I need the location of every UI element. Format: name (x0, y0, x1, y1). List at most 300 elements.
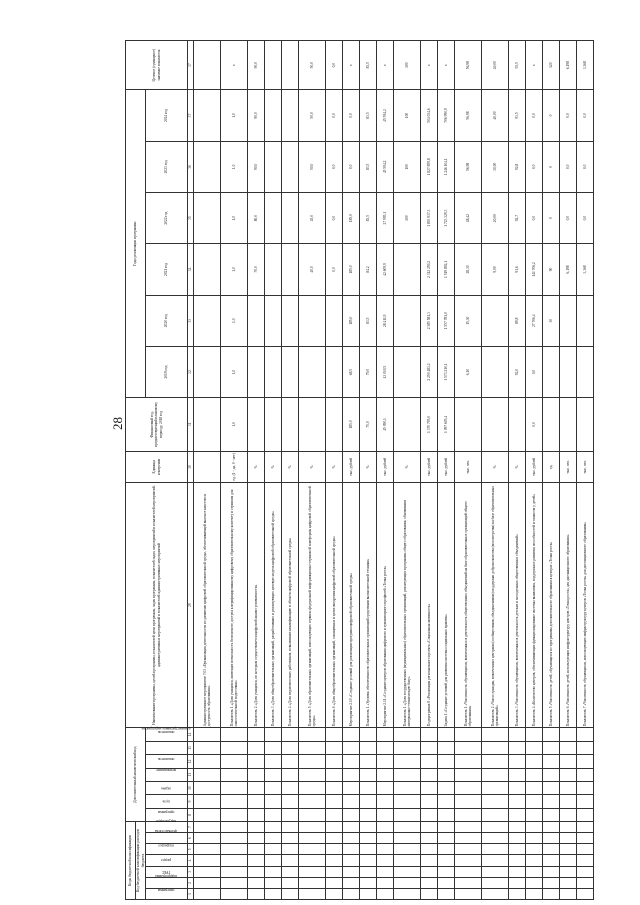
table-row (421, 41, 438, 900)
name-cell: Показатель 5 «Численность детей, обучающихся по программам дополнительного образования в центрах «Точка роста» (543, 482, 560, 727)
column-number: 30 (188, 451, 194, 482)
code-cell (221, 877, 248, 888)
header-code-col: раздел (146, 855, 188, 866)
target-value-cell: х (438, 41, 455, 90)
year-value-cell: 40,0 (299, 244, 326, 295)
column-number: 31 (188, 398, 194, 452)
year-value-cell: 84,2 (360, 244, 377, 295)
year-value-cell: 83,5 (360, 141, 377, 192)
unit-cell: % (248, 451, 265, 482)
code-cell (560, 866, 577, 877)
code-cell (421, 741, 438, 754)
code-cell (248, 741, 265, 754)
code-cell (509, 741, 526, 754)
code-cell (455, 866, 482, 877)
year-value-cell: 0,0 (577, 90, 594, 141)
code-cell (455, 877, 482, 888)
code-cell (282, 728, 299, 741)
column-number: 37 (188, 41, 194, 90)
code-cell (299, 855, 326, 866)
year-value-cell: 45 594,2 (377, 141, 394, 192)
column-number: 4 (188, 855, 194, 866)
code-cell (194, 781, 221, 794)
code-cell (438, 822, 455, 833)
code-cell (509, 833, 526, 844)
code-cell (509, 781, 526, 794)
code-cell (526, 808, 543, 821)
code-cell (394, 728, 421, 741)
year-value-cell: 0,0 (577, 141, 594, 192)
code-cell (221, 781, 248, 794)
unit-cell: тыс. рублей (343, 451, 360, 482)
table-row (299, 41, 326, 900)
code-cell (265, 781, 282, 794)
header-code-sub: Код бюджетной классификации расходов бюджета (136, 822, 146, 900)
column-number: 36 (188, 141, 194, 192)
year-value-cell (282, 90, 299, 141)
year-value-cell (326, 346, 343, 397)
code-cell (394, 822, 421, 833)
code-cell (438, 755, 455, 768)
target-value-cell (282, 41, 299, 90)
code-cell (526, 728, 543, 741)
year-value-cell (299, 295, 326, 346)
code-cell (377, 808, 394, 821)
code-cell (194, 768, 221, 781)
year-value-cell: 20,00 (482, 193, 509, 244)
code-cell (421, 888, 438, 899)
page-number: 28 (110, 417, 125, 430)
header-year-col: 2022 год (146, 193, 188, 244)
code-cell (421, 768, 438, 781)
table-row (221, 41, 248, 900)
code-cell (282, 741, 299, 754)
year-value-cell: 56,98 (455, 90, 482, 141)
code-cell (377, 795, 394, 808)
code-cell (265, 833, 282, 844)
code-cell (438, 728, 455, 741)
year-value-cell: 0,0 (526, 90, 543, 141)
year-value-cell (282, 346, 299, 397)
code-cell (560, 741, 577, 754)
name-cell: Подпрограмма 8 «Реализация регионального проекта «Социальная активность» (421, 482, 438, 727)
target-value-cell: х (526, 41, 543, 90)
code-cell (221, 855, 248, 866)
year-value-cell: 2 250 483,2 (421, 346, 438, 397)
header-extra-col: мероприятие (146, 768, 188, 781)
code-cell (326, 877, 343, 888)
code-cell (394, 781, 421, 794)
code-cell (482, 768, 509, 781)
target-value-cell: 90,0 (248, 41, 265, 90)
year-value-cell: 83,5 (360, 193, 377, 244)
code-cell (377, 755, 394, 768)
code-cell (543, 877, 560, 888)
year-value-cell: 0,0 (560, 193, 577, 244)
base-year-value-cell: 1,0 (221, 398, 248, 452)
target-value-cell: х (343, 41, 360, 90)
code-cell (265, 768, 282, 781)
year-value-cell: 45,0 (299, 193, 326, 244)
code-cell (343, 741, 360, 754)
year-value-cell: 1,0 (221, 295, 248, 346)
year-value-cell (265, 193, 282, 244)
code-cell (299, 741, 326, 754)
code-cell (543, 888, 560, 899)
year-value-cell: 56,98 (455, 141, 482, 192)
year-value-cell: 1 723 329,3 (438, 193, 455, 244)
code-cell (248, 822, 265, 833)
base-year-value-cell (248, 398, 265, 452)
code-cell (221, 768, 248, 781)
code-cell (455, 728, 482, 741)
year-value-cell: 0,0 (343, 90, 360, 141)
table-row (194, 41, 221, 900)
year-value-cell (265, 244, 282, 295)
code-cell (194, 808, 221, 821)
target-value-cell: 93,5 (509, 41, 526, 90)
code-cell (526, 741, 543, 754)
base-year-value-cell (194, 398, 221, 452)
code-cell (526, 822, 543, 833)
code-cell (326, 888, 343, 899)
year-value-cell: 30 (543, 295, 560, 346)
year-value-cell (265, 141, 282, 192)
year-value-cell: 185,0 (343, 295, 360, 346)
code-cell (343, 822, 360, 833)
code-cell (343, 728, 360, 741)
code-cell (248, 844, 265, 855)
code-cell (265, 822, 282, 833)
code-cell (326, 822, 343, 833)
code-cell (526, 877, 543, 888)
year-value-cell: 3,368 (577, 244, 594, 295)
target-value-cell: 0,0 (326, 41, 343, 90)
code-cell (543, 728, 560, 741)
code-cell (221, 833, 248, 844)
code-cell (221, 808, 248, 821)
year-value-cell: 43 010,5 (377, 346, 394, 397)
year-value-cell (265, 295, 282, 346)
code-cell (377, 866, 394, 877)
base-year-value-cell (282, 398, 299, 452)
code-cell (343, 888, 360, 899)
code-cell (248, 877, 265, 888)
table-row (526, 41, 543, 900)
code-cell (360, 741, 377, 754)
table-row (394, 41, 421, 900)
year-value-cell: 706 990,9 (438, 90, 455, 141)
code-cell (299, 728, 326, 741)
code-cell (421, 795, 438, 808)
table-row (265, 41, 282, 900)
code-cell (509, 795, 526, 808)
code-cell (360, 833, 377, 844)
year-value-cell: 2 312 259,2 (421, 244, 438, 295)
code-cell (394, 888, 421, 899)
target-value-cell (194, 41, 221, 90)
code-cell (360, 781, 377, 794)
year-value-cell: 0,0 (577, 193, 594, 244)
year-value-cell (577, 295, 594, 346)
target-value-cell: 40,00 (482, 41, 509, 90)
code-cell (526, 844, 543, 855)
header-extra-group: Дополнительный аналитический код (126, 728, 146, 822)
code-cell (526, 768, 543, 781)
name-cell: Показатель 4 «Количество центров, обеспечивающих функционирование системы выявления, поддержки и развития способностей и талантов у детей» (526, 482, 543, 727)
name-cell: Мероприятие 2.11 «Создание центров образования цифрового и гуманитарного профилей «Точка роста» (377, 482, 394, 727)
name-cell: Показатель 6 «Доля общеобразовательных организаций, оснащенных в целях внедрения цифровой образовательной среды» (326, 482, 343, 727)
program-indicators-table (125, 40, 594, 900)
year-value-cell (326, 295, 343, 346)
name-cell: Показатель 1 «Доля государственных (муниципальных) образовательных организаций, реализующих программы общего образования, обновивших материально-техническую базу» (394, 482, 421, 727)
base-year-value-cell: 1 097 605,4 (438, 398, 455, 452)
code-cell (282, 768, 299, 781)
year-value-cell (560, 295, 577, 346)
code-cell (421, 877, 438, 888)
code-cell (526, 781, 543, 794)
year-value-cell: 50,0 (299, 90, 326, 141)
code-cell (326, 866, 343, 877)
unit-cell: тыс. рублей (526, 451, 543, 482)
code-cell (482, 844, 509, 855)
code-cell (248, 768, 265, 781)
header-extra-col: цель (146, 795, 188, 808)
code-cell (438, 808, 455, 821)
year-value-cell (194, 346, 221, 397)
year-value-cell: 1 573 210,1 (438, 346, 455, 397)
code-cell (299, 795, 326, 808)
code-cell (282, 808, 299, 821)
code-cell (526, 833, 543, 844)
code-cell (509, 855, 526, 866)
base-year-value-cell: 185,0 (343, 398, 360, 452)
table-body (188, 41, 594, 900)
code-cell (282, 877, 299, 888)
year-value-cell (265, 90, 282, 141)
code-cell (394, 755, 421, 768)
code-cell (394, 741, 421, 754)
code-cell (482, 728, 509, 741)
year-value-cell (482, 346, 509, 397)
code-cell (560, 795, 577, 808)
code-cell (248, 833, 265, 844)
base-year-value-cell: 45 090,1 (377, 398, 394, 452)
code-cell (455, 781, 482, 794)
year-value-cell: 504 034,6 (421, 90, 438, 141)
base-year-value-cell: 75,0 (360, 398, 377, 452)
code-cell (438, 781, 455, 794)
code-cell (421, 866, 438, 877)
code-cell (265, 755, 282, 768)
code-cell (282, 833, 299, 844)
unit-cell: % (326, 451, 343, 482)
code-cell (360, 728, 377, 741)
code-cell (509, 755, 526, 768)
code-cell (509, 768, 526, 781)
code-cell (194, 844, 221, 855)
year-value-cell: 185,0 (343, 244, 360, 295)
target-value-cell: 50,0 (299, 41, 326, 90)
code-cell (343, 768, 360, 781)
code-cell (543, 866, 560, 877)
year-value-cell: 90,0 (248, 90, 265, 141)
header-unit-col: Единица измерения (126, 451, 188, 482)
header-code-col: подраздел (146, 844, 188, 855)
code-cell (482, 795, 509, 808)
code-cell (543, 781, 560, 794)
code-cell (194, 877, 221, 888)
unit-cell: тыс. чел. (560, 451, 577, 482)
year-value-cell: 9,00 (482, 244, 509, 295)
year-value-cell: 0,0 (343, 141, 360, 192)
code-cell (265, 844, 282, 855)
code-cell (543, 844, 560, 855)
code-cell (248, 728, 265, 741)
target-value-cell: х (421, 41, 438, 90)
base-year-value-cell (509, 398, 526, 452)
year-value-cell (194, 295, 221, 346)
code-cell (282, 855, 299, 866)
base-year-value-cell (577, 398, 594, 452)
code-cell (543, 795, 560, 808)
code-cell (394, 795, 421, 808)
code-cell (438, 768, 455, 781)
year-value-cell (282, 193, 299, 244)
code-cell (438, 866, 455, 877)
code-cell (299, 822, 326, 833)
code-cell (560, 822, 577, 833)
code-cell (221, 888, 248, 899)
year-value-cell: 185,0 (343, 193, 360, 244)
year-value-cell: 90,0 (248, 141, 265, 192)
year-value-cell: 91,6 (509, 244, 526, 295)
year-value-cell: 0 (543, 193, 560, 244)
unit-cell: тыс. чел. (577, 451, 594, 482)
year-value-cell (194, 141, 221, 192)
table-row (509, 41, 526, 900)
code-cell (560, 844, 577, 855)
code-cell (543, 755, 560, 768)
year-value-cell: 89,8 (509, 295, 526, 346)
code-cell (326, 795, 343, 808)
name-cell: Показатель 2 «Доля учащихся, по которым осуществляется цифровой анализ успеваемости» (248, 482, 265, 727)
code-cell (482, 888, 509, 899)
code-cell (543, 808, 560, 821)
code-cell (343, 866, 360, 877)
column-number: 2 (188, 877, 194, 888)
code-cell (265, 795, 282, 808)
code-cell (282, 795, 299, 808)
year-value-cell: 1 827 859,8 (421, 141, 438, 192)
code-cell (543, 768, 560, 781)
code-cell (509, 888, 526, 899)
column-number: 11 (188, 768, 194, 781)
table-row (326, 41, 343, 900)
year-value-cell: 0,0 (326, 244, 343, 295)
code-cell (455, 844, 482, 855)
code-cell (455, 822, 482, 833)
code-cell (194, 855, 221, 866)
header-extra-col: административное мероприятие (146, 741, 188, 754)
code-cell (509, 808, 526, 821)
code-cell (326, 781, 343, 794)
column-number: 8 (188, 808, 194, 821)
year-value-cell (282, 141, 299, 192)
code-cell (360, 755, 377, 768)
code-cell (299, 755, 326, 768)
code-cell (394, 855, 421, 866)
year-value-cell: 27 706,4 (526, 295, 543, 346)
year-value-cell (394, 244, 421, 295)
unit-cell: тыс. рублей (421, 451, 438, 482)
year-value-cell: 1,0 (221, 90, 248, 141)
code-cell (455, 795, 482, 808)
target-value-cell: 6,198 (560, 41, 577, 90)
code-cell (282, 844, 299, 855)
code-cell (265, 808, 282, 821)
year-value-cell: 92,7 (509, 193, 526, 244)
year-value-cell (248, 346, 265, 397)
header-name-col: Наименование программы, целей программы, показателей цели программы, задач программы, показателей задач, мероприятий и показателей мероприятий, административных мероприятий и показателей административных мероприятий (126, 482, 188, 727)
column-number: 33 (188, 295, 194, 346)
header-year-col: 2021 год (146, 244, 188, 295)
year-value-cell: 83,5 (360, 295, 377, 346)
code-cell (577, 768, 594, 781)
code-cell (360, 822, 377, 833)
code-cell (194, 795, 221, 808)
code-cell (326, 855, 343, 866)
code-cell (526, 755, 543, 768)
code-cell (299, 877, 326, 888)
code-cell (299, 866, 326, 877)
code-cell (577, 795, 594, 808)
code-cell (343, 781, 360, 794)
code-cell (526, 795, 543, 808)
year-value-cell (577, 346, 594, 397)
code-cell (438, 877, 455, 888)
code-cell (438, 795, 455, 808)
year-value-cell: 0,0 (560, 90, 577, 141)
code-cell (343, 795, 360, 808)
header-code-col: вид расходов (146, 822, 188, 833)
table-row (560, 41, 577, 900)
code-cell (299, 808, 326, 821)
year-value-cell: 0,0 (526, 346, 543, 397)
code-cell (509, 728, 526, 741)
year-value-cell: 0,0 (560, 141, 577, 192)
code-cell (299, 781, 326, 794)
code-cell (377, 822, 394, 833)
base-year-value-cell (560, 398, 577, 452)
code-cell (482, 741, 509, 754)
code-cell (577, 877, 594, 888)
code-cell (360, 768, 377, 781)
code-cell (560, 888, 577, 899)
year-value-cell: 1 557 781,0 (438, 295, 455, 346)
code-cell (482, 833, 509, 844)
code-cell (194, 741, 221, 754)
code-cell (509, 877, 526, 888)
year-value-cell: 30,00 (482, 141, 509, 192)
code-cell (455, 833, 482, 844)
code-cell (360, 844, 377, 855)
year-value-cell: 42 609,9 (377, 244, 394, 295)
year-value-cell: 79,0 (360, 346, 377, 397)
year-value-cell (194, 90, 221, 141)
code-cell (360, 855, 377, 866)
code-cell (577, 888, 594, 899)
